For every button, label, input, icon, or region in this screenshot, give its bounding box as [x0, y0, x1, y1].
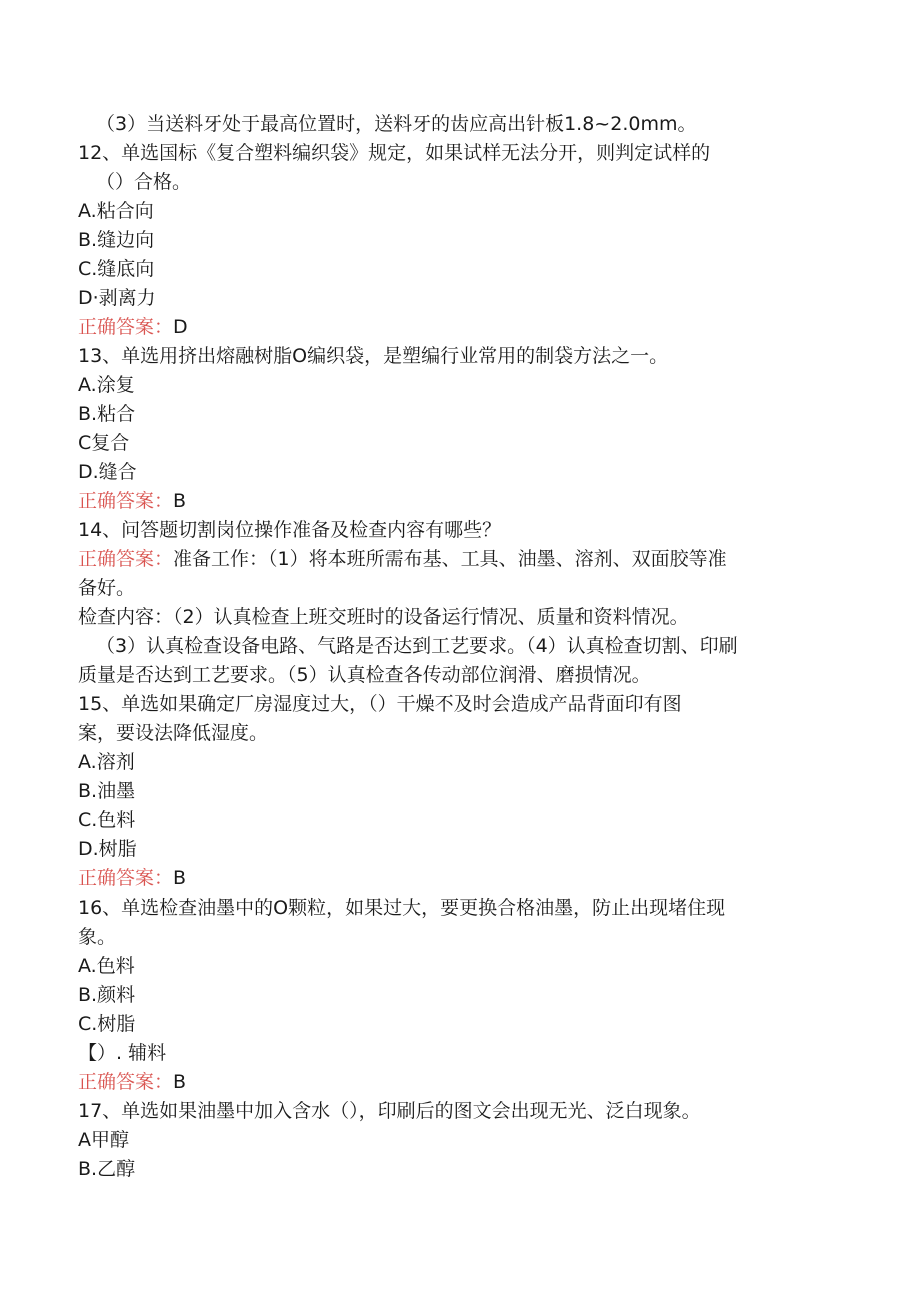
answer-value: B: [173, 490, 187, 512]
answer-label: 正确答案：: [78, 490, 174, 512]
option-d: 【）. 辅料: [78, 1042, 167, 1064]
text-line: 检查内容：（2）认真检查上班交班时的设备运行情况、质量和资料情况。: [78, 606, 689, 628]
option-a: A.溶剂: [78, 751, 135, 773]
text-line: 象。: [78, 926, 117, 948]
text-line: （3）当送料牙处于最高位置时，送料牙的齿应高出针板1.8~2.0mm。: [96, 113, 697, 135]
correct-answer: [78, 1070, 186, 1094]
answer-value: B: [173, 867, 187, 889]
text-line: 备好。: [78, 577, 136, 599]
option-b: B.粘合: [78, 403, 136, 425]
question-17-stem: 17、单选如果油墨中加入含水（），印刷后的图文会出现无光、泛白现象。: [78, 1100, 701, 1122]
answer-value: 准备工作：（1）将本班所需布基、工具、油墨、溶剂、双面胶等准: [173, 548, 727, 570]
option-a: A.粘合向: [78, 200, 154, 222]
text-line: （3）认真检查设备电路、气路是否达到工艺要求。（4）认真检查切割、印刷: [96, 635, 738, 657]
answer-label: 正确答案：: [78, 316, 174, 338]
correct-answer: [78, 547, 727, 571]
option-c: C复合: [78, 432, 130, 454]
answer-label: 正确答案：: [78, 548, 174, 570]
question-14-stem: 14、问答题切割岗位操作准备及检查内容有哪些？: [78, 519, 502, 541]
correct-answer: [78, 489, 186, 513]
option-b: B.油墨: [78, 780, 136, 802]
option-b: B.乙醇: [78, 1158, 136, 1180]
option-d: D·剥离力: [78, 287, 156, 309]
answer-value: B: [173, 1071, 187, 1093]
option-d: D.缝合: [78, 461, 137, 483]
option-a: A.涂复: [78, 374, 135, 396]
question-15-stem: 15、单选如果确定厂房湿度过大，（）干燥不及时会造成产品背面印有图: [78, 693, 682, 715]
question-12-stem: 12、单选国标《复合塑料编织袋》规定，如果试样无法分开，则判定试样的: [78, 142, 711, 164]
option-c: C.树脂: [78, 1013, 136, 1035]
answer-value: D: [173, 316, 188, 338]
text-line: （）合格。: [96, 171, 192, 193]
correct-answer: [78, 866, 186, 890]
option-c: C.缝底向: [78, 258, 155, 280]
option-b: B.颜料: [78, 984, 136, 1006]
answer-label: 正确答案：: [78, 867, 174, 889]
answer-label: 正确答案：: [78, 1071, 174, 1093]
question-16-stem: 16、单选检查油墨中的O颗粒，如果过大，要更换合格油墨，防止出现堵住现: [78, 897, 726, 919]
option-d: D.树脂: [78, 838, 137, 860]
question-13-stem: 13、单选用挤出熔融树脂O编织袋，是塑编行业常用的制袋方法之一。: [78, 345, 669, 367]
text-line: 案，要设法降低湿度。: [78, 722, 269, 744]
option-a: A.色料: [78, 955, 135, 977]
correct-answer: [78, 315, 188, 339]
option-a: A甲醇: [78, 1129, 129, 1151]
option-c: C.色料: [78, 809, 136, 831]
text-line: 质量是否达到工艺要求。（5）认真检查各传动部位润滑、磨损情况。: [78, 664, 651, 686]
option-b: B.缝边向: [78, 229, 155, 251]
